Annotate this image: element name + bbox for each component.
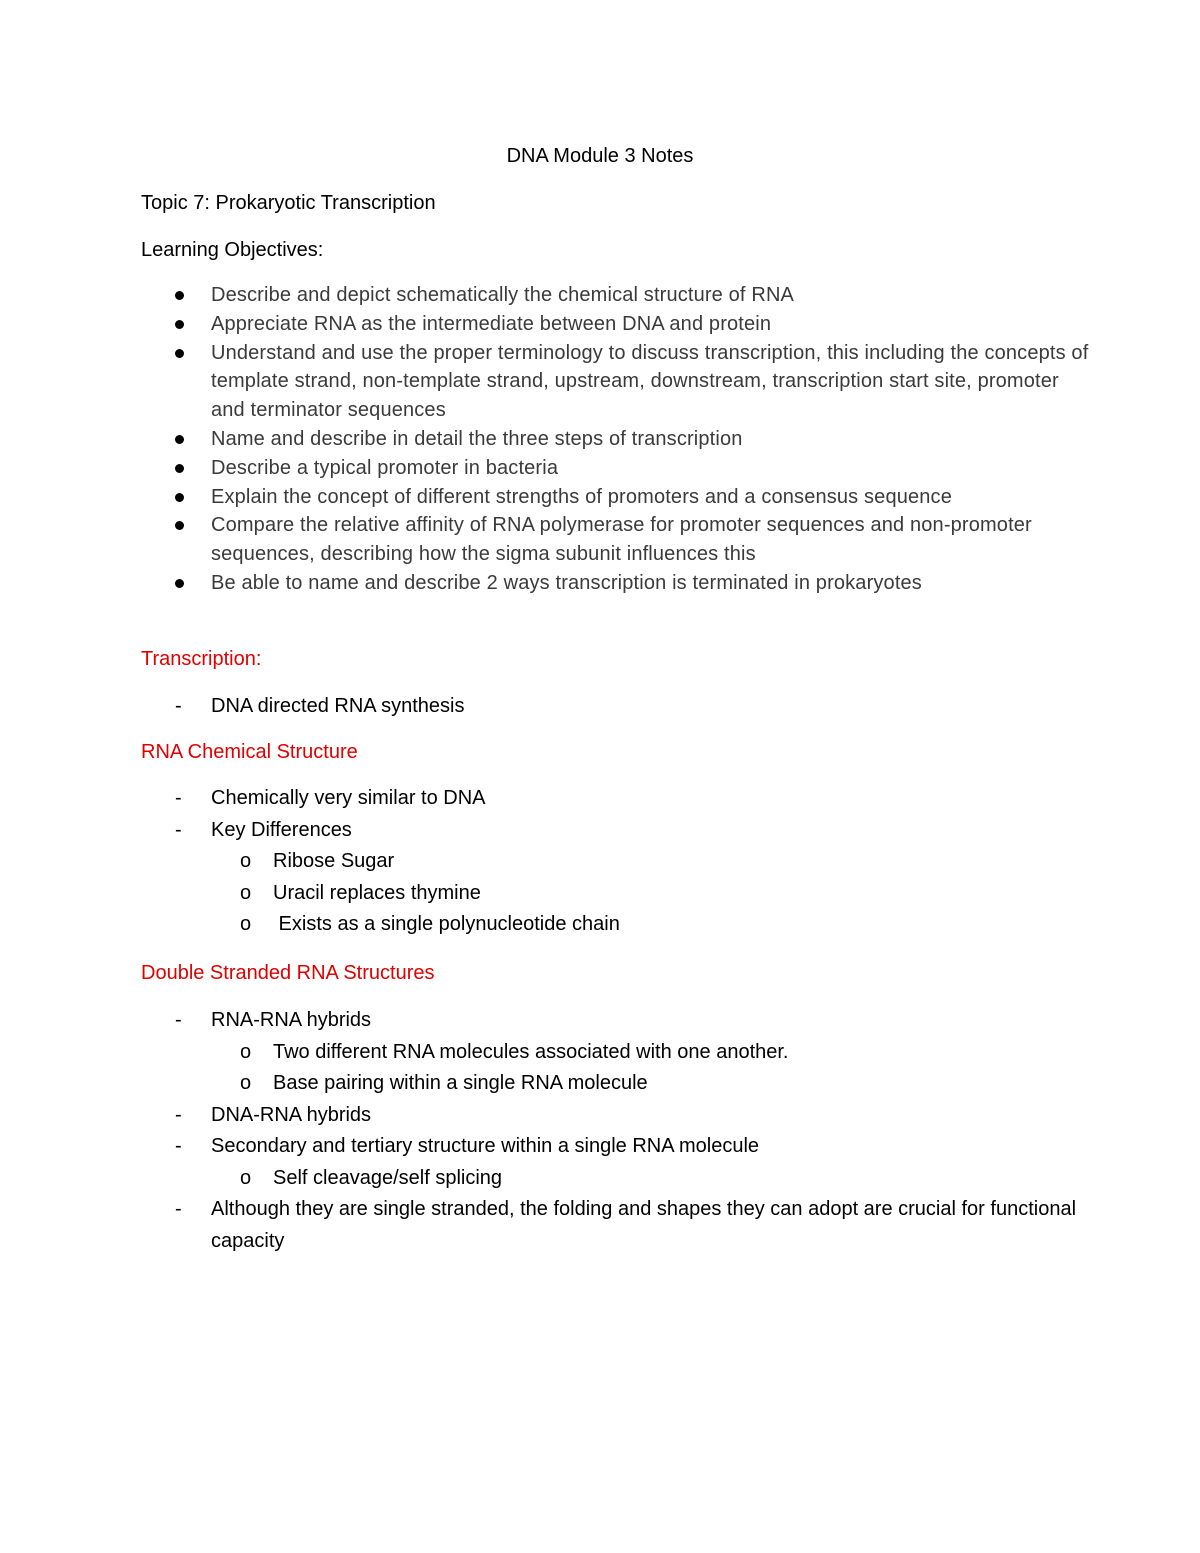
circle-bullet: o [240, 913, 252, 935]
transcription-list [0, 691, 1200, 723]
section-heading-transcription: Transcription: [141, 648, 262, 670]
sub-list-item [0, 1068, 1093, 1100]
bullet-icon [175, 493, 184, 502]
list-item-text: Although they are single stranded, the folding and shapes they can adopt are crucial for functional capacity [211, 1198, 1077, 1252]
circle-bullet: o [240, 881, 252, 904]
list-item [0, 1131, 1091, 1163]
rna-structure-list [0, 783, 1200, 941]
list-item-text: DNA-RNA hybrids [211, 1103, 372, 1126]
bullet-icon [175, 435, 184, 444]
section-heading-double-stranded: Double Stranded RNA Structures [141, 962, 435, 984]
sub-list-item-text: Exists as a single polynucleotide chain [273, 913, 620, 935]
bullet-icon [175, 464, 184, 473]
objectives-label: Learning Objectives: [141, 239, 324, 261]
list-item [0, 1194, 1091, 1257]
sub-list-item [0, 1037, 1093, 1069]
objective-item [0, 511, 1091, 569]
sub-list-item-text: Uracil replaces thymine [273, 881, 481, 904]
objective-item [0, 339, 1091, 425]
objective-text: Be able to name and describe 2 ways transcription is terminated in prokaryotes [211, 571, 922, 594]
bullet-icon [175, 579, 184, 588]
sub-list-item-text: Two different RNA molecules associated with one another. [273, 1040, 789, 1063]
objective-text: Name and describe in detail the three steps of transcription [211, 427, 743, 450]
list-item [0, 1100, 1091, 1132]
bullet-icon [175, 349, 184, 358]
sub-list-item [0, 1163, 1093, 1195]
circle-bullet: o [240, 1072, 252, 1094]
dash-bullet: - [175, 787, 182, 809]
sub-list-item-text: Ribose Sugar [273, 850, 395, 872]
bullet-icon [175, 320, 184, 329]
list-item-text: Chemically very similar to DNA [211, 787, 486, 809]
objective-item [0, 425, 1091, 454]
list-item-text: RNA-RNA hybrids [211, 1009, 372, 1031]
circle-bullet: o [240, 850, 252, 872]
objective-text: Describe a typical promoter in bacteria [211, 456, 559, 479]
dash-bullet: - [175, 1009, 182, 1031]
dash-bullet: - [175, 695, 182, 717]
objective-text: Appreciate RNA as the intermediate between DNA and protein [211, 312, 772, 335]
section-heading-rna-structure: RNA Chemical Structure [141, 741, 358, 763]
document-title: DNA Module 3 Notes [506, 145, 694, 167]
double-stranded-list [0, 1005, 1200, 1257]
circle-bullet: o [240, 1166, 252, 1189]
list-item-text: Secondary and tertiary structure within a single RNA molecule [211, 1135, 760, 1157]
sub-list-item [0, 909, 1093, 941]
objective-item [0, 310, 1091, 339]
sub-list-item [0, 846, 1093, 878]
list-item [0, 691, 1091, 723]
list-item [0, 1005, 1091, 1037]
list-item [0, 783, 1091, 815]
topic-line: Topic 7: Prokaryotic Transcription [141, 192, 436, 214]
list-item-text: DNA directed RNA synthesis [211, 695, 465, 717]
objective-item [0, 281, 1091, 310]
objective-text: Explain the concept of different strengths of promoters and a consensus sequence [211, 485, 952, 508]
objective-item [0, 454, 1091, 483]
objective-item [0, 569, 1091, 598]
objective-text: Describe and depict schematically the chemical structure of RNA [211, 284, 795, 306]
sub-list-item-text: Base pairing within a single RNA molecule [273, 1072, 648, 1094]
objectives-list [0, 281, 1200, 598]
objective-item [0, 483, 1091, 512]
list-item-text: Key Differences [211, 818, 352, 841]
dash-bullet: - [175, 1135, 182, 1157]
bullet-icon [175, 291, 184, 300]
objective-text: Understand and use the proper terminology to discuss transcription, this including the concepts of template strand, non-template strand, upstream, downstream, transcription start site, promoter and terminator sequences [211, 341, 1089, 422]
circle-bullet: o [240, 1040, 252, 1063]
bullet-icon [175, 521, 184, 530]
sub-list-item [0, 878, 1093, 910]
dash-bullet: - [175, 818, 182, 841]
objective-text: Compare the relative affinity of RNA polymerase for promoter sequences and non-promoter sequences, describing how the sigma subunit influences this [211, 514, 1032, 566]
dash-bullet: - [175, 1103, 182, 1126]
dash-bullet: - [175, 1198, 182, 1220]
list-item [0, 815, 1091, 847]
sub-list-item-text: Self cleavage/self splicing [273, 1166, 503, 1189]
